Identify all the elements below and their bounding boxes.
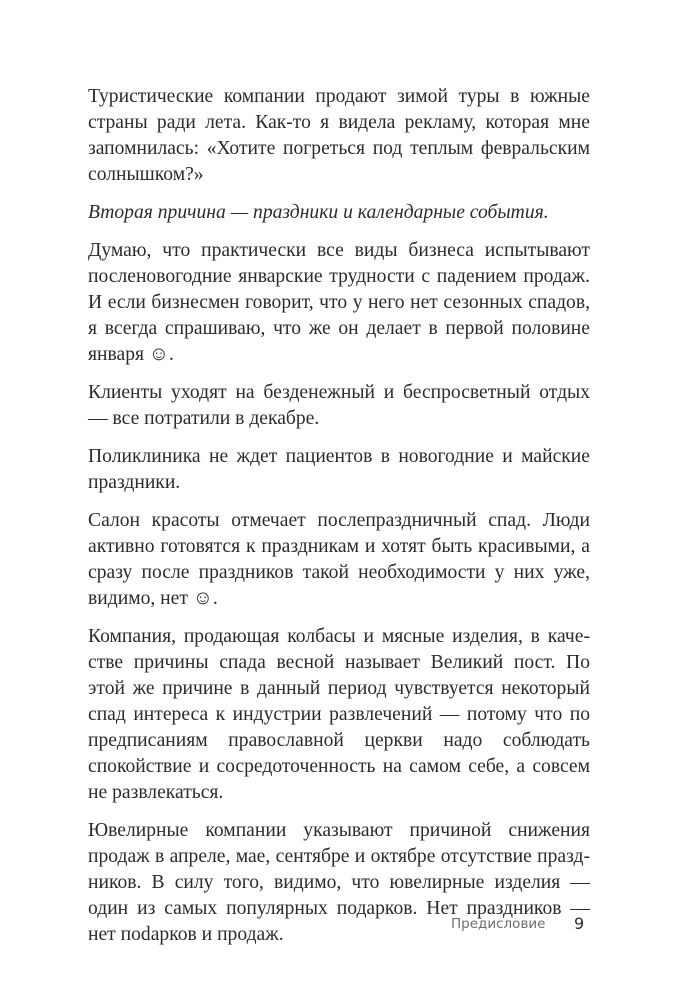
paragraph-tourism: Туристические компании продают зимой туры в южные страны ради лета. Как-то я видела рекламу, которая мне запомнилась: «Хотите погреться под теплым февральским солнышком?» [88, 86, 590, 185]
paragraph-clients-holiday: Клиенты уходят на безденежный и беспросветный отдых — все потратили в декабре. [88, 382, 590, 429]
paragraph-jewelry: Ювелирные компании указывают причиной снижения продаж в апреле, мае, сентябре и октябре отсутствие праздников. В силу того, видимо, что ювелирные изделия — один из самых популярных подарков. Нет праздников — нет поdарков и продаж. [88, 820, 590, 945]
page-body [88, 84, 590, 960]
running-footer-section-title: Предисловие [451, 916, 546, 932]
page-footer [0, 914, 683, 938]
paragraph-meat-company: Компания, продающая колбасы и мясные изделия, в качестве причины спада весной называет Великий пост. По этой же причине в данный период чувствуется некоторый спад интереса к индустрии развлечений — потому что по предписаниям православной церкви надо соблюдать спокойствие и сосредоточенность на самом себе, а совсем не развлекаться. [88, 626, 590, 803]
paragraph-beauty-salon: Салон красоты отмечает послепраздничный спад. Люди активно готовятся к праздникам и хотят быть красивыми, а сразу после праздников такой необходимости у них уже, видимо, нет ☺. [88, 510, 590, 609]
page-number: 9 [574, 914, 585, 933]
paragraph-clinic: Поликлиника не ждет пациентов в новогодние и майские праздники. [88, 446, 590, 493]
paragraph-second-reason-heading: Вторая причина — праздники и календарные события. [88, 202, 549, 223]
paragraph-january-slump: Думаю, что практически все виды бизнеса испытывают посленовогодние январские трудности с падением продаж. И если бизнесмен говорит, что у него нет сезонных спадов, я всегда спрашиваю, что же он делает в первой половине января ☺. [88, 240, 590, 365]
